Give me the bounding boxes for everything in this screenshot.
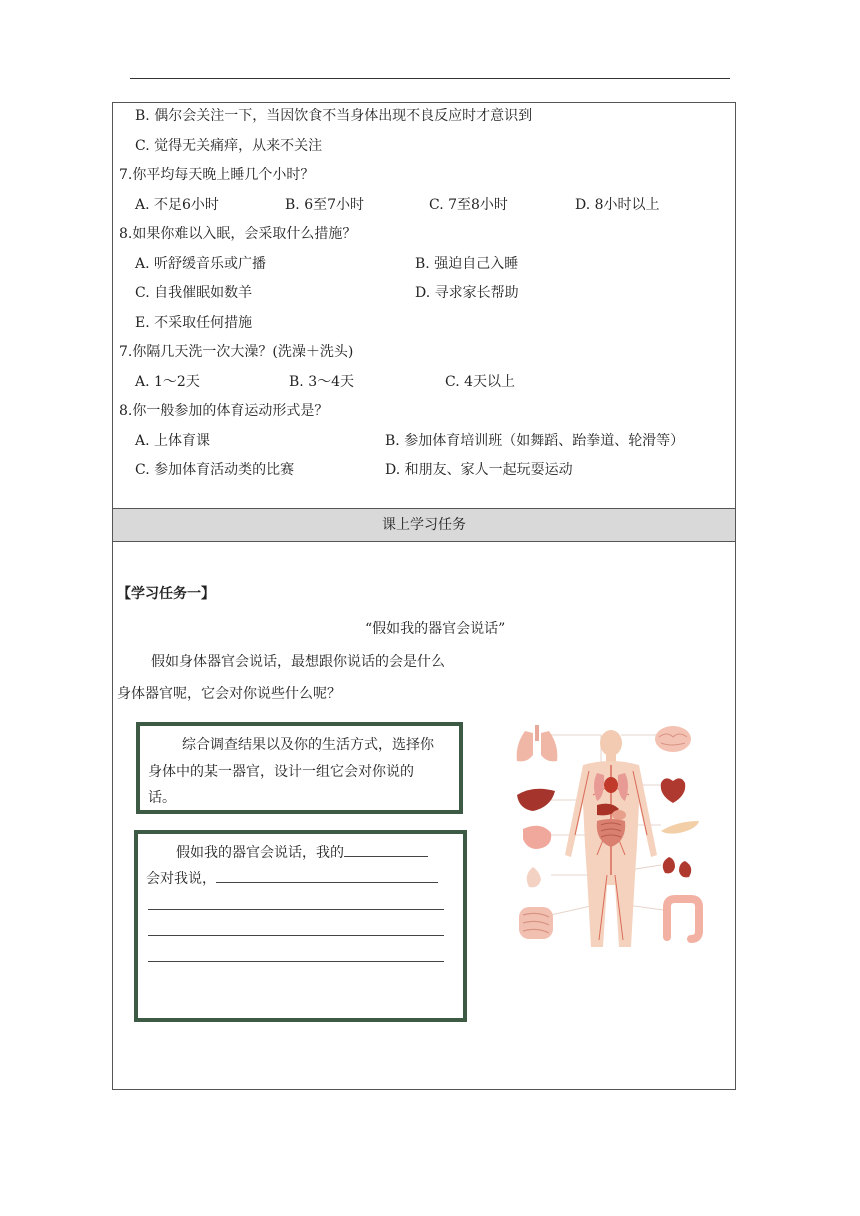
- header-rule: [130, 78, 730, 79]
- instruction-line3: 话。: [148, 790, 176, 806]
- answer-line1-text: 假如我的器官会说话，我的: [176, 845, 344, 861]
- human-body: [565, 730, 657, 947]
- q7b-option-c: C. 4天以上: [445, 374, 516, 390]
- q7-question: 7.你平均每天晚上睡几个小时？: [119, 167, 315, 183]
- q7-option-b: B. 6至7小时: [285, 197, 365, 213]
- q7-option-a: A. 不足6小时: [135, 197, 219, 213]
- q8b-option-c: C. 参加体育活动类的比赛: [135, 462, 295, 478]
- organ-blank[interactable]: [344, 842, 428, 857]
- worksheet-frame: [112, 102, 736, 1090]
- lungs-icon: [517, 725, 558, 761]
- intestines-icon: [519, 907, 553, 939]
- section-header: 课上学习任务: [113, 508, 735, 542]
- task-label: 【学习任务一】: [117, 586, 215, 602]
- answer-line2: [146, 866, 438, 893]
- q6-option-b: B. 偶尔会关注一下，当因饮食不当身体出现不良反应时才意识到: [135, 108, 533, 124]
- heart-icon: [661, 778, 686, 803]
- q7-option-d: D. 8小时以上: [575, 197, 660, 213]
- kidney-single-icon: [527, 867, 541, 887]
- q8-option-d: D. 寻求家长帮助: [415, 285, 519, 301]
- pancreas-icon: [661, 821, 699, 834]
- task-prompt-line2: 身体器官呢，它会对你说些什么呢？: [117, 686, 341, 702]
- instruction-line2: 身体中的某一器官，设计一组它会对你说的: [148, 764, 414, 780]
- q8-option-c: C. 自我催眠如数羊: [135, 285, 253, 301]
- q7b-question: 7.你隔几天洗一次大澡？(洗澡＋洗头): [119, 344, 354, 360]
- task-title: “假如我的器官会说话”: [365, 621, 506, 637]
- answer-line1: [176, 840, 428, 867]
- answer-blank-3[interactable]: [148, 935, 444, 936]
- answer-box: [134, 830, 467, 1022]
- q7b-option-b: B. 3～4天: [289, 374, 355, 390]
- q8b-option-d: D. 和朋友、家人一起玩耍运动: [385, 462, 573, 478]
- answer-blank-1[interactable]: [216, 868, 438, 883]
- q8-option-e: E. 不采取任何措施: [135, 315, 253, 331]
- answer-line2-text: 会对我说，: [146, 871, 216, 887]
- task-prompt-line1: 假如身体器官会说话，最想跟你说话的会是什么: [151, 654, 445, 670]
- stomach-icon: [523, 826, 551, 849]
- answer-blank-2[interactable]: [148, 909, 444, 910]
- brain-icon: [655, 726, 691, 752]
- q7-option-c: C. 7至8小时: [429, 197, 508, 213]
- q8b-option-a: A. 上体育课: [135, 433, 211, 449]
- q7b-option-a: A. 1～2天: [135, 374, 200, 390]
- colon-icon: [667, 899, 699, 939]
- q8-question: 8.如果你难以入眠，会采取什么措施？: [119, 226, 357, 242]
- q8-option-a: A. 听舒缓音乐或广播: [135, 256, 267, 272]
- body-organs-illustration: [511, 725, 711, 955]
- liver-icon: [517, 789, 555, 811]
- q8b-option-b: B. 参加体育培训班（如舞蹈、跆拳道、轮滑等）: [385, 433, 685, 449]
- instruction-line1: 综合调查结果以及你的生活方式，选择你: [182, 737, 434, 753]
- q8b-question: 8.你一般参加的体育运动形式是？: [119, 403, 329, 419]
- q6-option-c: C. 觉得无关痛痒，从来不关注: [135, 138, 323, 154]
- q8-option-b: B. 强迫自己入睡: [415, 256, 519, 272]
- answer-blank-4[interactable]: [148, 961, 444, 962]
- instruction-box: [136, 722, 463, 814]
- kidneys-icon: [663, 857, 692, 877]
